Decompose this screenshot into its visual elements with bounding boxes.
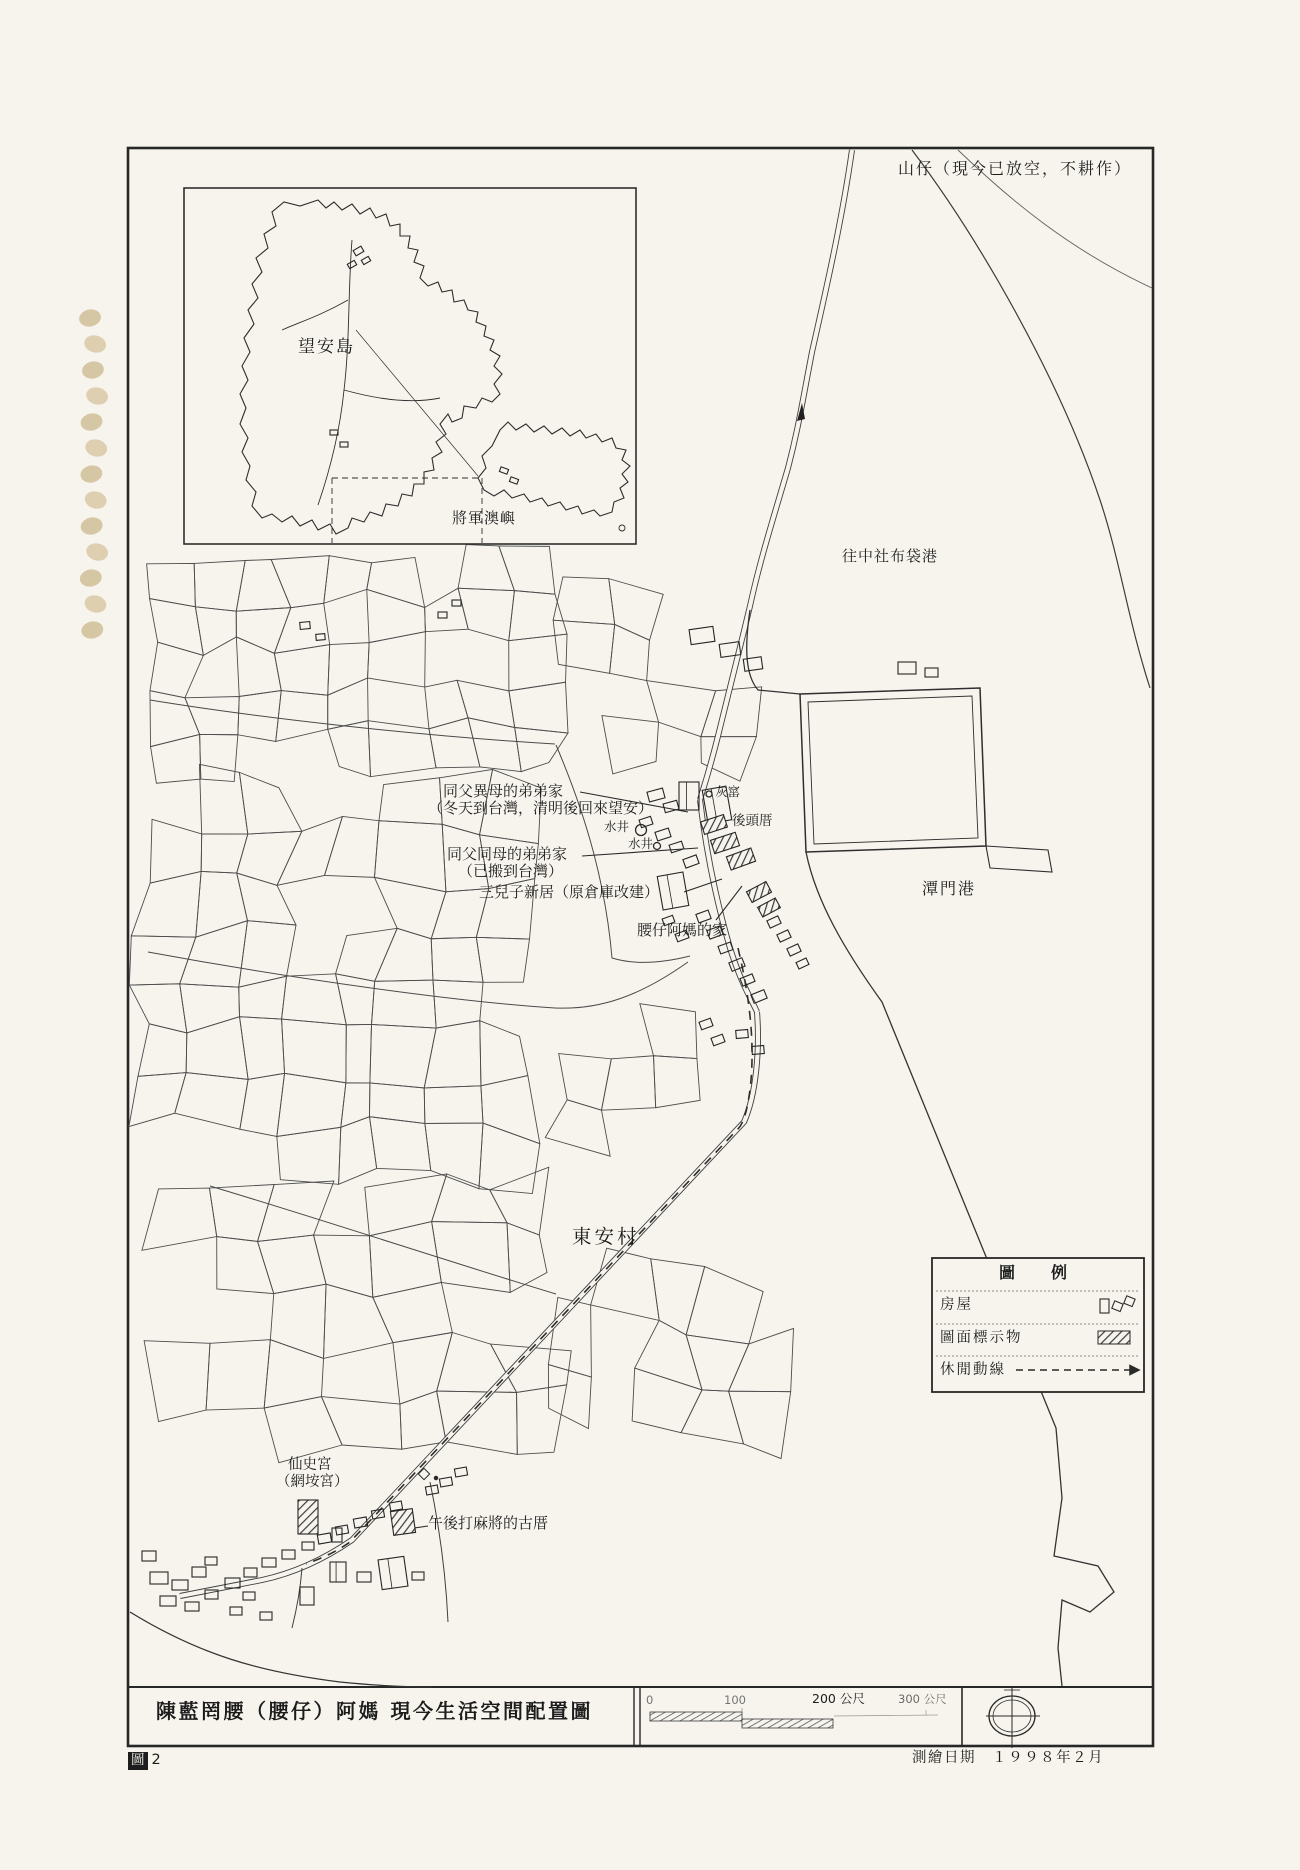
figure-number-value: 2 <box>151 1752 161 1768</box>
scale-label-0: 0 <box>646 1693 654 1707</box>
kiln-dot-icon <box>706 791 712 797</box>
field-parcels <box>126 541 805 1467</box>
inset-island-wangan <box>240 200 502 534</box>
survey-date <box>912 1750 1104 1766</box>
scale-label-100: 100 <box>724 1693 746 1707</box>
label-back-house: 後頭厝 <box>732 813 773 829</box>
survey-date-label: 測繪日期 <box>912 1750 976 1766</box>
label-third-son-house: 三兒子新居（原倉庫改建） <box>479 883 660 901</box>
label-grandma-house: 腰仔阿媽的家 <box>637 921 728 939</box>
legend-row-route: 休閒動線 <box>940 1362 1006 1378</box>
label-well-2: 水井 <box>628 836 654 851</box>
legend-title: 圖 例 <box>998 1263 1077 1282</box>
label-hill-note: 山仔（現今已放空，不耕作） <box>898 159 1133 178</box>
label-full-brother-house-1: 同父同母的弟弟家 <box>447 845 568 863</box>
label-village: 東安村 <box>572 1225 640 1248</box>
hill-boundary <box>912 150 1152 688</box>
map-title: 陳藍罔腰（腰仔）阿媽 現今生活空間配置圖 <box>156 1699 593 1723</box>
compass-icon <box>986 1686 1040 1748</box>
legend-row-marked: 圖面標示物 <box>940 1330 1023 1346</box>
label-half-brother-house-1: 同父異母的弟弟家 <box>443 782 564 800</box>
scale-label-300: 300 公尺 <box>898 1692 947 1706</box>
label-kiln: 灰窰 <box>715 784 741 799</box>
harbor-basin <box>800 688 1052 872</box>
label-harbor: 潭門港 <box>922 879 977 898</box>
southwest-road <box>180 1012 758 1628</box>
road-to-port <box>700 150 852 800</box>
label-road-to-port: 往中社布袋港 <box>842 547 939 565</box>
well-icon <box>654 843 661 850</box>
label-half-brother-house-2: （冬天到台灣，清明後回來望安） <box>428 799 654 817</box>
figure-prefix: 圖 <box>128 1752 148 1770</box>
label-inset-secondary-island: 將軍澳嶼 <box>452 509 517 527</box>
margin-dots <box>78 307 110 640</box>
label-temple-2: （網垵宮） <box>276 1474 349 1490</box>
figure-number <box>128 1752 161 1770</box>
label-temple-1: 仙史宮 <box>288 1457 332 1473</box>
inset-map <box>184 188 636 544</box>
label-well-1: 水井 <box>604 819 630 834</box>
field-paths <box>148 700 690 1294</box>
leisure-path <box>306 948 752 1564</box>
legend-marked-icon <box>1098 1331 1130 1344</box>
legend-row-house: 房屋 <box>940 1297 973 1313</box>
label-inset-main-island: 望安島 <box>298 337 355 357</box>
map-frame <box>128 148 1153 1746</box>
buildings <box>142 246 938 1620</box>
label-mahjong-house: 午後打麻將的古厝 <box>428 1514 549 1532</box>
scale-label-200: 200 公尺 <box>812 1691 865 1706</box>
label-full-brother-house-2: （已搬到台灣） <box>458 862 564 880</box>
survey-date-value: １９９８年２月 <box>992 1750 1105 1766</box>
scale-bar-graphic <box>650 1708 938 1728</box>
callout-lines <box>404 792 742 1528</box>
